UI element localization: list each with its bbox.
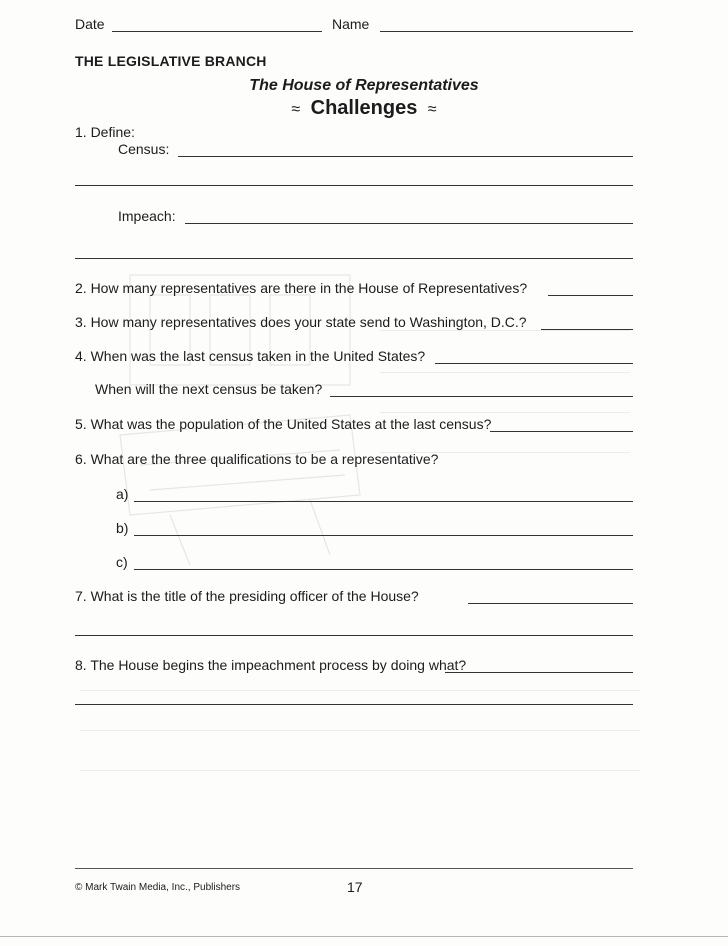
date-field[interactable]	[112, 31, 322, 32]
footer-rule	[75, 868, 633, 869]
approx-ornament-right: ≈	[427, 101, 437, 118]
section-title: Challenges	[310, 97, 418, 119]
question-5-answer-line[interactable]	[490, 431, 633, 432]
qualification-a-answer-line[interactable]	[134, 501, 633, 502]
unit-title: THE LEGISLATIVE BRANCH	[75, 53, 267, 69]
question-8-answer-line-1[interactable]	[445, 672, 633, 673]
date-label: Date	[75, 16, 105, 32]
question-4: 4. When was the last census taken in the United States?	[75, 348, 426, 364]
question-4b-answer-line[interactable]	[330, 396, 633, 397]
qualification-b-answer-line[interactable]	[134, 535, 633, 536]
question-2: 2. How many representatives are there in the House of Representatives?	[75, 280, 528, 296]
question-3-answer-line[interactable]	[541, 329, 633, 330]
question-7-answer-line-1[interactable]	[468, 603, 633, 604]
question-4b: When will the next census be taken?	[95, 381, 323, 397]
question-8-answer-line-2[interactable]	[75, 704, 633, 705]
page-edge	[0, 936, 728, 937]
census-answer-line-2[interactable]	[75, 185, 633, 186]
question-6: 6. What are the three qualifications to be a representative?	[75, 451, 439, 467]
impeach-answer-line-2[interactable]	[75, 258, 633, 259]
name-label: Name	[332, 16, 370, 32]
question-8: 8. The House begins the impeachment process by doing what?	[75, 657, 467, 673]
census-answer-line-1[interactable]	[178, 156, 633, 157]
term-census: Census:	[118, 141, 170, 157]
impeach-answer-line-1[interactable]	[185, 223, 633, 224]
qualification-a-label: a)	[116, 486, 129, 502]
question-4-answer-line[interactable]	[435, 363, 633, 364]
question-1-prompt: 1. Define:	[75, 124, 135, 140]
question-7-answer-line-2[interactable]	[75, 635, 633, 636]
page-subtitle: The House of Representatives	[249, 77, 479, 94]
qualification-b-label: b)	[116, 520, 129, 536]
page-number: 17	[347, 879, 363, 895]
question-3: 3. How many representatives does your state send to Washington, D.C.?	[75, 314, 527, 330]
question-2-answer-line[interactable]	[548, 295, 633, 296]
question-5: 5. What was the population of the United States at the last census?	[75, 416, 492, 432]
name-field[interactable]	[380, 31, 633, 32]
footer-copyright: © Mark Twain Media, Inc., Publishers	[75, 882, 241, 893]
term-impeach: Impeach:	[118, 208, 176, 224]
question-7: 7. What is the title of the presiding officer of the House?	[75, 588, 419, 604]
show-through-illustration	[110, 255, 370, 575]
qualification-c-label: c)	[116, 554, 128, 570]
qualification-c-answer-line[interactable]	[134, 569, 633, 570]
section-heading	[0, 97, 728, 120]
approx-ornament-left: ≈	[291, 101, 301, 118]
